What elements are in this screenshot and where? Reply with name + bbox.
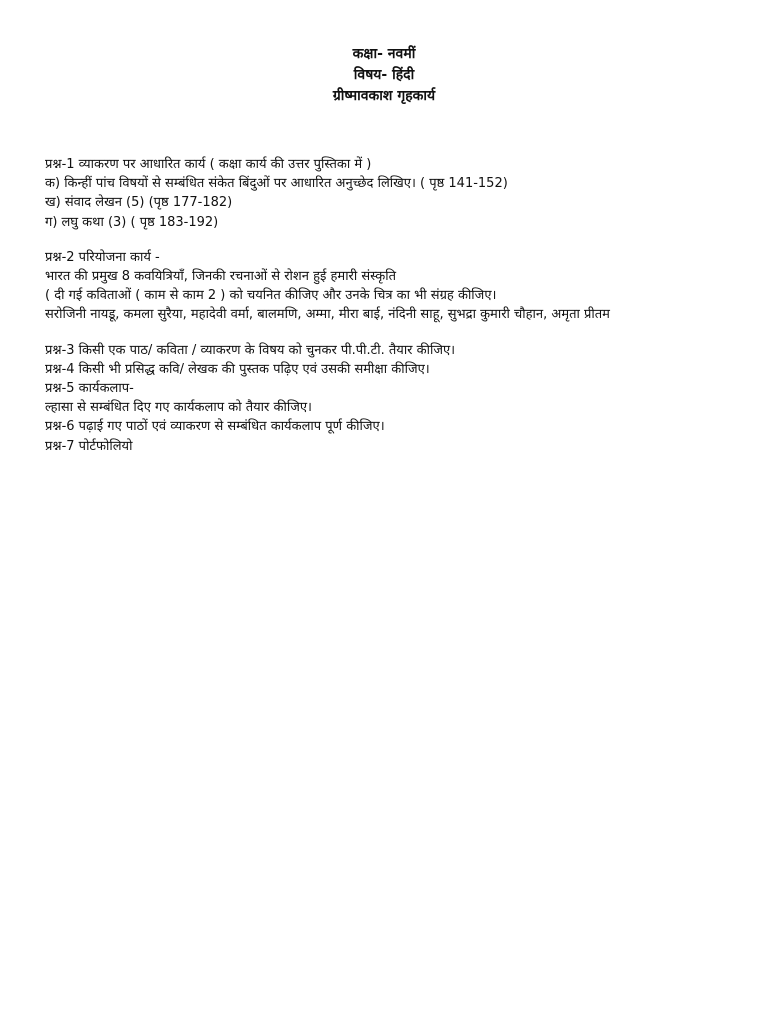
homework-title: ग्रीष्मावकाश गृहकार्य xyxy=(332,88,436,104)
question-6: प्रश्न-6 पढ़ाई गए पाठों एवं व्याकरण से सम्बंधित कार्यकलाप पूर्ण कीजिए। xyxy=(45,419,385,435)
question-4: प्रश्न-4 किसी भी प्रसिद्ध कवि/ लेखक की पुस्तक पढ़िए एवं उसकी समीक्षा कीजिए। xyxy=(45,361,430,377)
question-2-line-1: भारत की प्रमुख 8 कवयित्रियाँ, जिनकी रचनाओं से रोशन हुई हमारी संस्कृति xyxy=(45,269,396,285)
question-1-item-a: क) किन्हीं पांच विषयों से सम्बंधित संकेत बिंदुओं पर आधारित अनुच्छेद लिखिए। ( पृष्ठ 141-152) xyxy=(45,176,508,192)
question-2-poets-list: सरोजिनी नायडू, कमला सुरैया, महादेवी वर्मा, बालमणि, अम्मा, मीरा बाई, नंदिनी साहू, सुभद्रा कुमारी चौहान, अमृता प्रीतम xyxy=(45,307,610,323)
question-2-heading: प्रश्न-2 परियोजना कार्य - xyxy=(45,249,160,265)
question-2-block xyxy=(45,248,745,325)
question-7: प्रश्न-7 पोर्टफोलियो xyxy=(45,438,133,454)
question-1-item-b: ख) संवाद लेखन (5) (पृष्ठ 177-182) xyxy=(45,195,233,211)
document-header xyxy=(0,44,768,107)
subject-title: विषय- हिंदी xyxy=(353,67,415,83)
questions-3-7-block xyxy=(45,341,745,456)
question-5-heading: प्रश्न-5 कार्यकलाप- xyxy=(45,381,134,397)
section-spacer xyxy=(45,232,745,248)
question-1-item-c: ग) लघु कथा (3) ( पृष्ठ 183-192) xyxy=(45,214,219,230)
section-spacer xyxy=(45,325,745,341)
question-3: प्रश्न-3 किसी एक पाठ/ कविता / व्याकरण के विषय को चुनकर पी.पी.टी. तैयार कीजिए। xyxy=(45,342,456,358)
question-5-line-1: ल्हासा से सम्बंधित दिए गए कार्यकलाप को तैयार कीजिए। xyxy=(45,400,312,416)
class-title: कक्षा- नवमीं xyxy=(352,46,416,62)
question-1-heading: प्रश्न-1 व्याकरण पर आधारित कार्य ( कक्षा कार्य की उत्तर पुस्तिका में ) xyxy=(45,157,372,172)
question-2-line-2: ( दी गई कविताओं ( काम से काम 2 ) को चयनित कीजिए और उनके चित्र का भी संग्रह कीजिए। xyxy=(45,288,497,304)
document-body xyxy=(45,155,745,456)
question-1-block xyxy=(45,155,745,232)
